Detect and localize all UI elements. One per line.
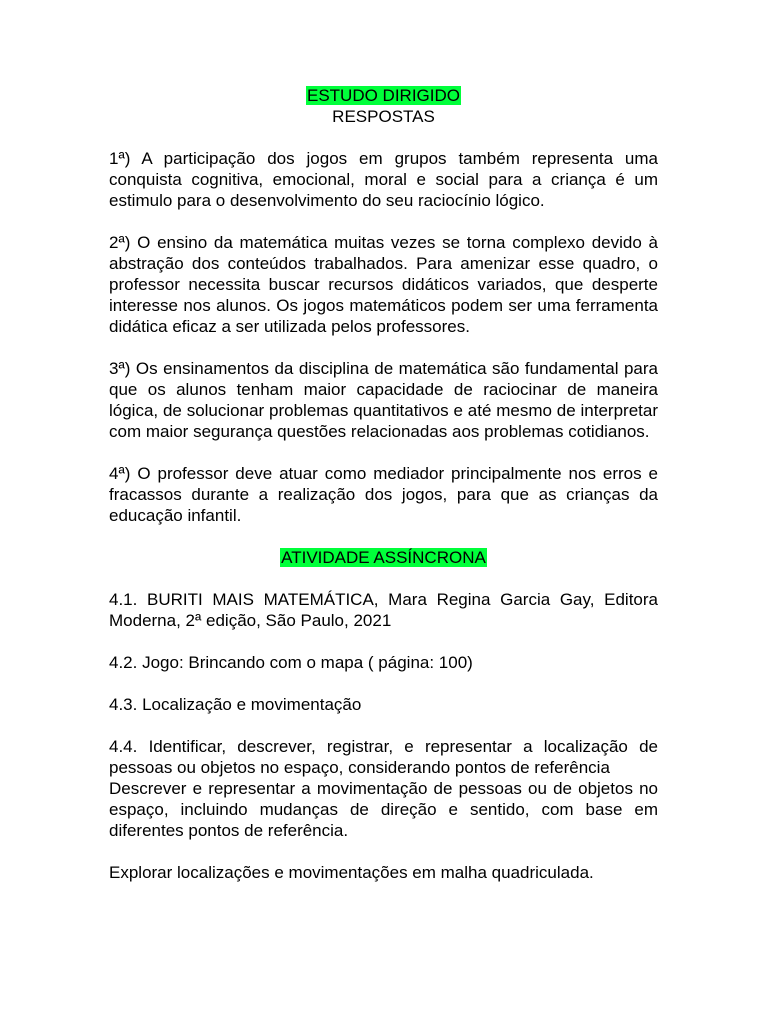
activity-title: ATIVIDADE ASSÍNCRONA bbox=[281, 548, 486, 567]
page-subtitle: RESPOSTAS bbox=[332, 107, 435, 126]
closing-line: Explorar localizações e movimentações em malha quadriculada. bbox=[109, 863, 594, 882]
page-title: ESTUDO DIRIGIDO bbox=[306, 86, 460, 105]
answer-2: 2ª) O ensino da matemática muitas vezes se torna complexo devido à abstração dos conteúdos trabalhados. Para amenizar esse quadro, o professor necessita buscar recursos didáticos variados, que desperte interesse nos alunos. Os jogos matemáticos podem ser uma ferramenta didática eficaz a ser utilizada pelos professores. bbox=[109, 233, 658, 336]
spacer bbox=[109, 673, 658, 694]
activity-item-4-4: 4.4. Identificar, descrever, registrar, e representar a localização de pessoas ou objetos no espaço, considerando pontos de referência bbox=[109, 737, 658, 777]
activity-item-4-3: 4.3. Localização e movimentação bbox=[109, 695, 362, 714]
spacer bbox=[109, 715, 658, 736]
document-body bbox=[109, 85, 658, 883]
spacer bbox=[109, 337, 658, 358]
spacer bbox=[109, 526, 658, 547]
answer-1: 1ª) A participação dos jogos em grupos também representa uma conquista cognitiva, emocional, moral e social para a criança é um estimulo para o desenvolvimento do seu raciocínio lógico. bbox=[109, 149, 658, 210]
spacer bbox=[109, 127, 658, 148]
answer-4: 4ª) O professor deve atuar como mediador principalmente nos erros e fracassos durante a realização dos jogos, para que as crianças da educação infantil. bbox=[109, 464, 658, 525]
answer-3: 3ª) Os ensinamentos da disciplina de matemática são fundamental para que os alunos tenham maior capacidade de raciocinar de maneira lógica, de solucionar problemas quantitativos e até mesmo de interpretar com maior segurança questões relacionadas aos problemas cotidianos. bbox=[109, 359, 658, 441]
spacer bbox=[109, 568, 658, 589]
spacer bbox=[109, 442, 658, 463]
activity-item-4-1: 4.1. BURITI MAIS MATEMÁTICA, Mara Regina Garcia Gay, Editora Moderna, 2ª edição, São Paulo, 2021 bbox=[109, 590, 658, 630]
activity-title-line bbox=[109, 547, 658, 568]
title-line bbox=[109, 85, 658, 106]
activity-item-4-4-continued: Descrever e representar a movimentação de pessoas ou de objetos no espaço, incluindo mudanças de direção e sentido, com base em diferentes pontos de referência. bbox=[109, 779, 658, 840]
spacer bbox=[109, 841, 658, 862]
spacer bbox=[109, 631, 658, 652]
activity-item-4-2: 4.2. Jogo: Brincando com o mapa ( página: 100) bbox=[109, 653, 473, 672]
spacer bbox=[109, 211, 658, 232]
